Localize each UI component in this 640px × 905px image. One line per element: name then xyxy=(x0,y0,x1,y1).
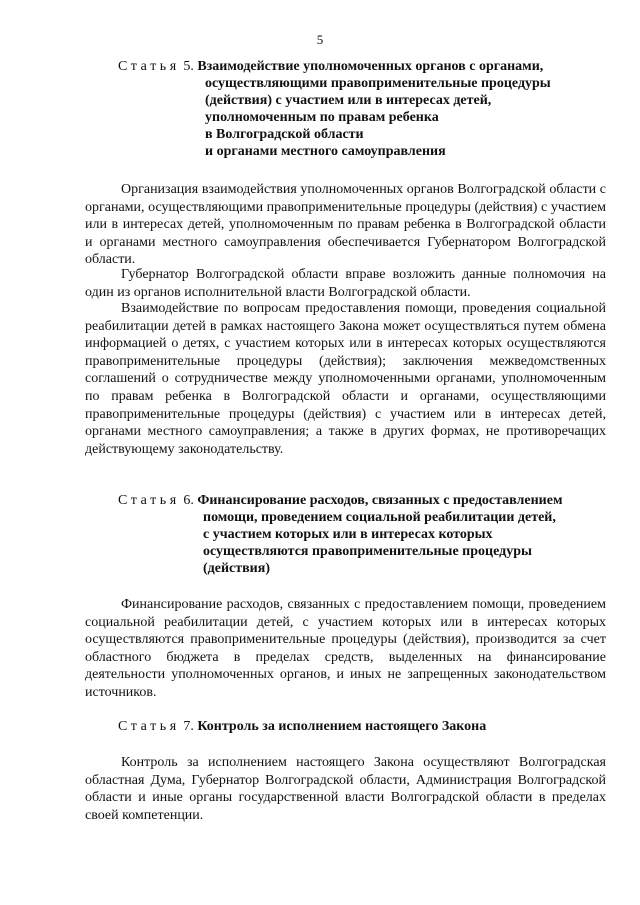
article-title-line: с участием которых или в интересах которых xyxy=(203,527,493,542)
article-title-line: Контроль за исполнением настоящего Закона xyxy=(197,719,487,734)
article-7-heading xyxy=(118,718,486,735)
article-label: Статья xyxy=(118,59,180,74)
article-paragraph: Финансирование расходов, связанных с предоставлением помощи, проведением социальной реабилитации детей, с участием которых или в интересах которых осуществляются правоприменительные процедуры (действия), производится за счет областного бюджета в пределах средств, выделенных на финансирование деятельности уполномоченных органов, и иных не запрещенных законодательством источников. xyxy=(85,597,606,700)
article-number: 5. xyxy=(183,59,194,74)
article-title-line: Финансирование расходов, связанных с предоставлением xyxy=(197,493,563,508)
article-title-line: в Волгоградской области xyxy=(205,127,364,142)
article-label: Статья xyxy=(118,719,180,734)
article-title-line: уполномоченным по правам ребенка xyxy=(205,110,439,125)
page-number: 5 xyxy=(316,32,324,47)
article-paragraph: Взаимодействие по вопросам предоставления помощи, проведения социальной реабилитации детей в рамках настоящего Закона может осуществляться путем обмена информацией о детях, с участием которых или в интересах которых осуществляются правоприменительные процедуры (действия); заключения межведомственных соглашений о сотрудничестве между уполномоченными органами, уполномоченным по правам ребенка в Волгоградской области и органами, осуществляющими правоприменительные процедуры (действия) с участием или в интересах детей, органами местного самоуправления; а также в других формах, не противоречащих действующему законодательству. xyxy=(85,301,606,457)
article-title-line: (действия) с участием или в интересах детей, xyxy=(205,93,492,108)
article-title-line: Взаимодействие уполномоченных органов с органами, xyxy=(197,59,544,74)
article-title-line: (действия) xyxy=(203,561,270,576)
article-5-heading xyxy=(118,58,543,75)
article-6-heading xyxy=(118,492,563,509)
article-paragraph: Контроль за исполнением настоящего Закона осуществляют Волгоградская областная Дума, Губернатор Волгоградской области, Администрация Волгоградской области и иные органы государственной власти Волгоградской области в пределах своей компетенции. xyxy=(85,755,606,823)
article-title-line: помощи, проведением социальной реабилитации детей, xyxy=(203,510,556,525)
article-number: 7. xyxy=(183,719,194,734)
article-paragraph: Организация взаимодействия уполномоченных органов Волгоградской области с органами, осуществляющими правоприменительные процедуры (действия) с участием или в интересах детей, уполномоченным по правам ребенка в Волгоградской области и органами местного самоуправления обеспечивается Губернатором Волгоградской области. xyxy=(85,182,606,268)
article-title-line: осуществляющими правоприменительные процедуры xyxy=(205,76,551,91)
article-title-line: осуществляются правоприменительные процедуры xyxy=(203,544,532,559)
article-title-line: и органами местного самоуправления xyxy=(205,144,446,159)
article-label: Статья xyxy=(118,493,180,508)
article-paragraph: Губернатор Волгоградской области вправе возложить данные полномочия на один из органов исполнительной власти Волгоградской области. xyxy=(85,267,606,300)
article-number: 6. xyxy=(183,493,194,508)
